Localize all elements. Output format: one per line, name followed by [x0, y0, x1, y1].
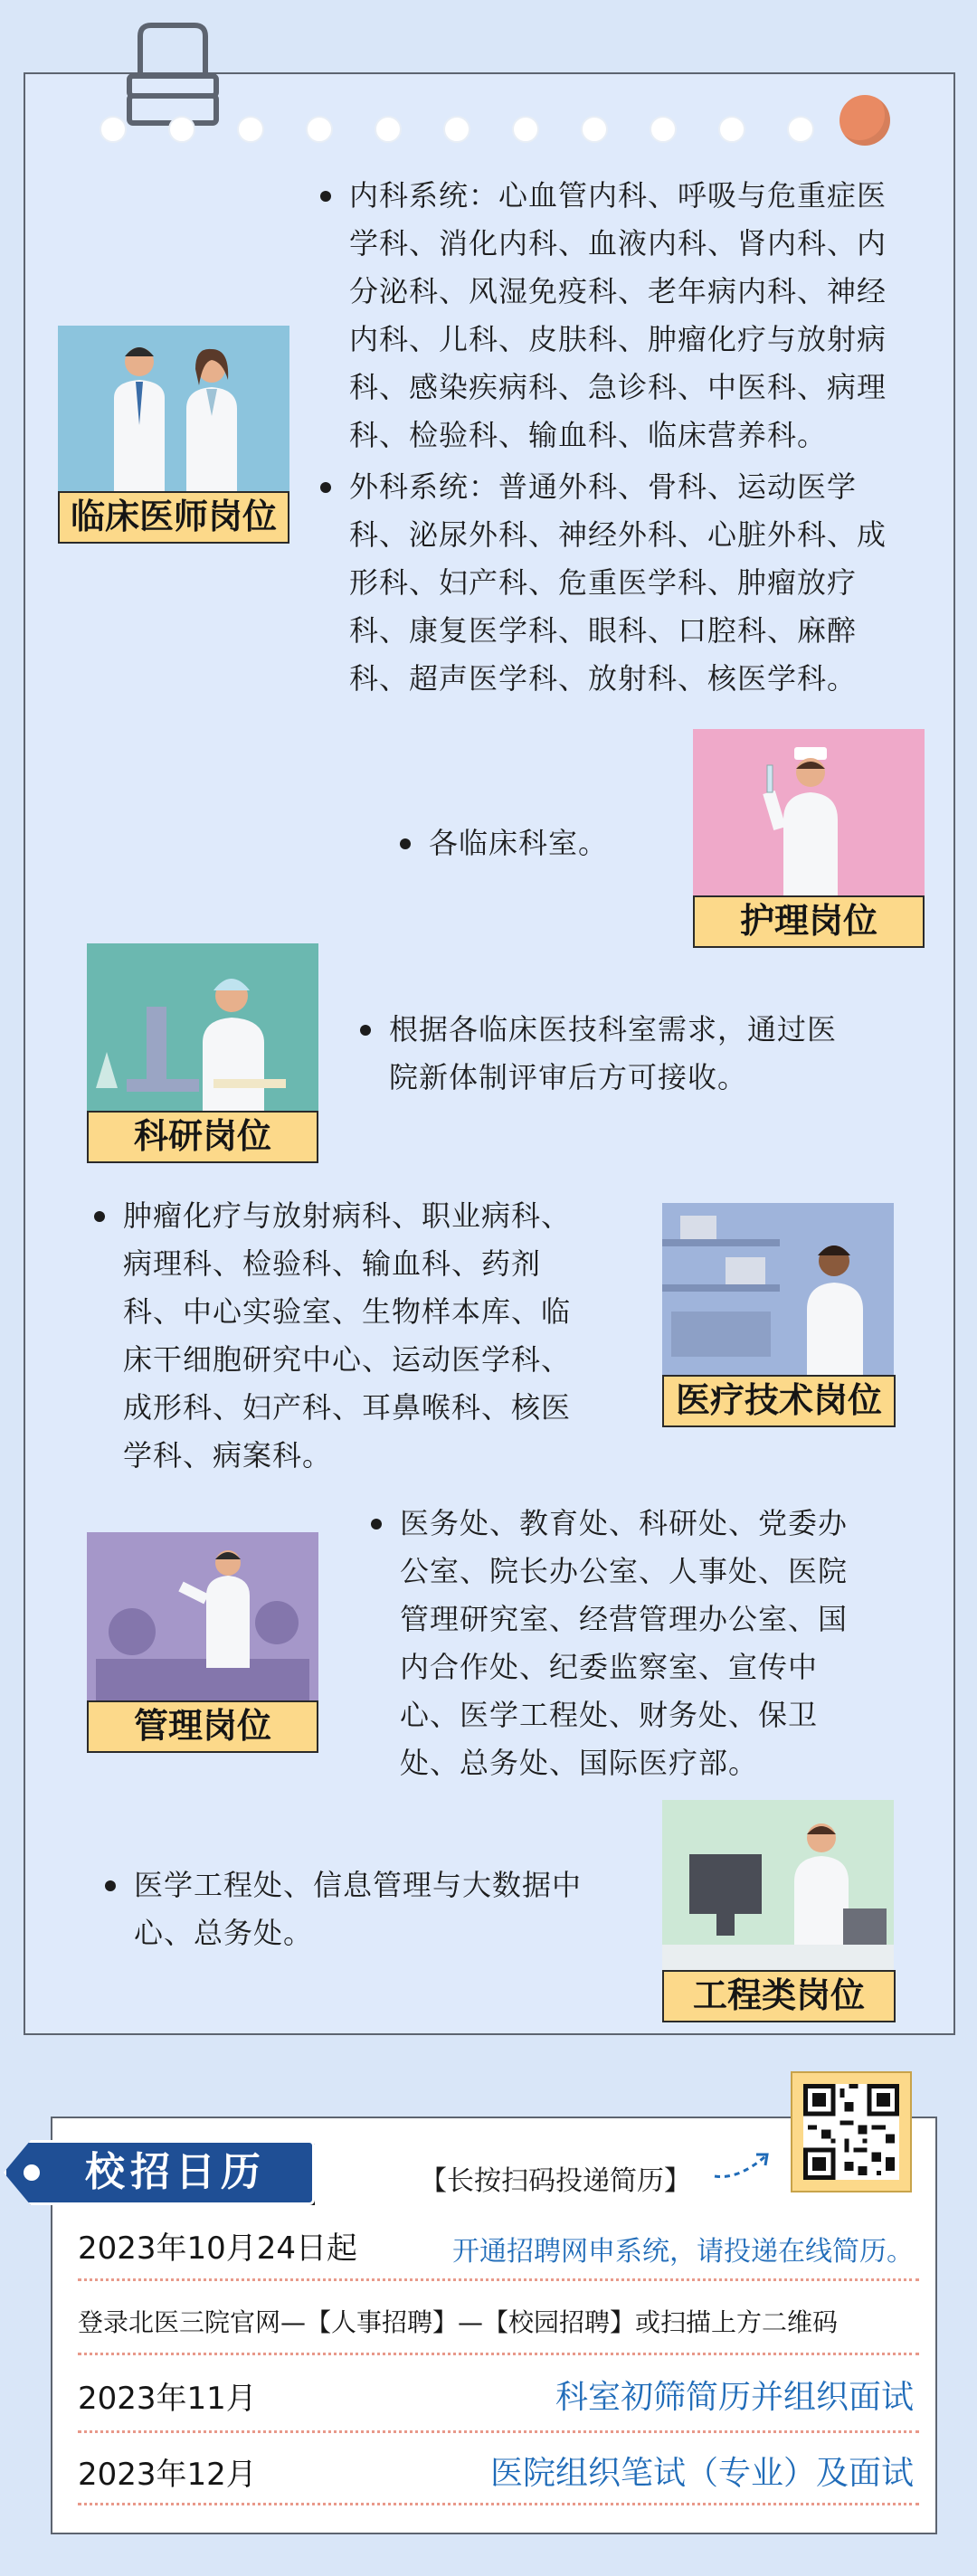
doctors-illustration — [58, 326, 289, 497]
manager-illustration — [87, 1532, 318, 1704]
calendar-desc: 科室初筛简历并组织面试 — [555, 2379, 914, 2416]
engineering-list: 医学工程处、信息管理与大数据中 心、总务处。 — [103, 1861, 646, 1957]
position-label-clinical: 临床医师岗位 — [58, 491, 289, 544]
clinical-surgery-list: 外科系统：普通外科、骨科、运动医学 科、泌尿外科、神经外科、心脏外科、成 形科、妇产科、危重医学科、肿瘤放疗 科、康复医学科、眼科、口腔科、麻醉 科、超声医学科、放射科、核医学科。 — [318, 463, 943, 703]
calendar-date: 2023年12月 — [78, 2457, 257, 2493]
pharmacist-illustration — [662, 1203, 894, 1375]
binder-clip-icon — [124, 18, 222, 127]
qr-code[interactable] — [791, 2071, 912, 2192]
tab-dot-icon — [24, 2164, 40, 2181]
calendar-desc: 医院组织笔试（专业）及面试 — [489, 2455, 914, 2492]
calendar-title: 校招日历 — [85, 2149, 266, 2195]
engineer-illustration — [662, 1800, 894, 1972]
orange-dot-icon — [839, 95, 890, 146]
dashed-arrow-icon — [711, 2147, 774, 2183]
nurse-illustration — [693, 729, 925, 901]
calendar-date: 2023年10月24日起 — [78, 2230, 358, 2267]
position-label-research: 科研岗位 — [87, 1111, 318, 1163]
clinical-internal-list: 内科系统：心血管内科、呼吸与危重症医 学科、消化内科、血液内科、肾内科、内 分泌科、风湿免疫科、老年病内科、神经 内科、儿科、皮肤科、肿瘤化疗与放射病 科、感染疾病科、急诊科、中医科、病理 科、检验科、输血科、临床营养科。 — [318, 172, 943, 459]
calendar-date: 2023年11月 — [78, 2381, 257, 2417]
qr-code-icon — [803, 2084, 899, 2180]
position-label-nursing: 护理岗位 — [693, 895, 925, 948]
management-list: 医务处、教育处、科研处、党委办 公室、院长办公室、人事处、医院 管理研究室、经营管理办公室、国 内合作处、纪委监察室、宣传中 心、医学工程处、财务处、保卫 处、总务处、国际医疗部。 — [369, 1500, 930, 1787]
medtech-list: 肿瘤化疗与放射病科、职业病科、 病理科、检验科、输血科、药剂 科、中心实验室、生物样本库、临 床干细胞研究中心、运动医学科、 成形科、妇产科、耳鼻喉科、核医 学科、病案科。 — [92, 1192, 635, 1480]
position-label-medtech: 医疗技术岗位 — [662, 1375, 896, 1427]
scan-hint: 【长按扫码投递简历】 — [420, 2165, 691, 2197]
calendar-desc: 开通招聘网申系统，请投递在线简历。 — [452, 2236, 914, 2268]
calendar-row — [78, 2433, 919, 2505]
position-label-management: 管理岗位 — [87, 1700, 318, 1753]
calendar-row — [78, 2281, 919, 2355]
calendar-row — [78, 2211, 919, 2281]
nursing-list: 各临床科室。 — [398, 819, 688, 867]
position-label-engineering: 工程类岗位 — [662, 1970, 896, 2022]
researcher-illustration — [87, 943, 318, 1115]
calendar-row — [78, 2355, 919, 2433]
research-list: 根据各临床医技科室需求，通过医 院新体制评审后方可接收。 — [358, 1006, 901, 1102]
calendar-desc: 登录北医三院官网—【人事招聘】—【校园招聘】或扫描上方二维码 — [78, 2307, 839, 2337]
